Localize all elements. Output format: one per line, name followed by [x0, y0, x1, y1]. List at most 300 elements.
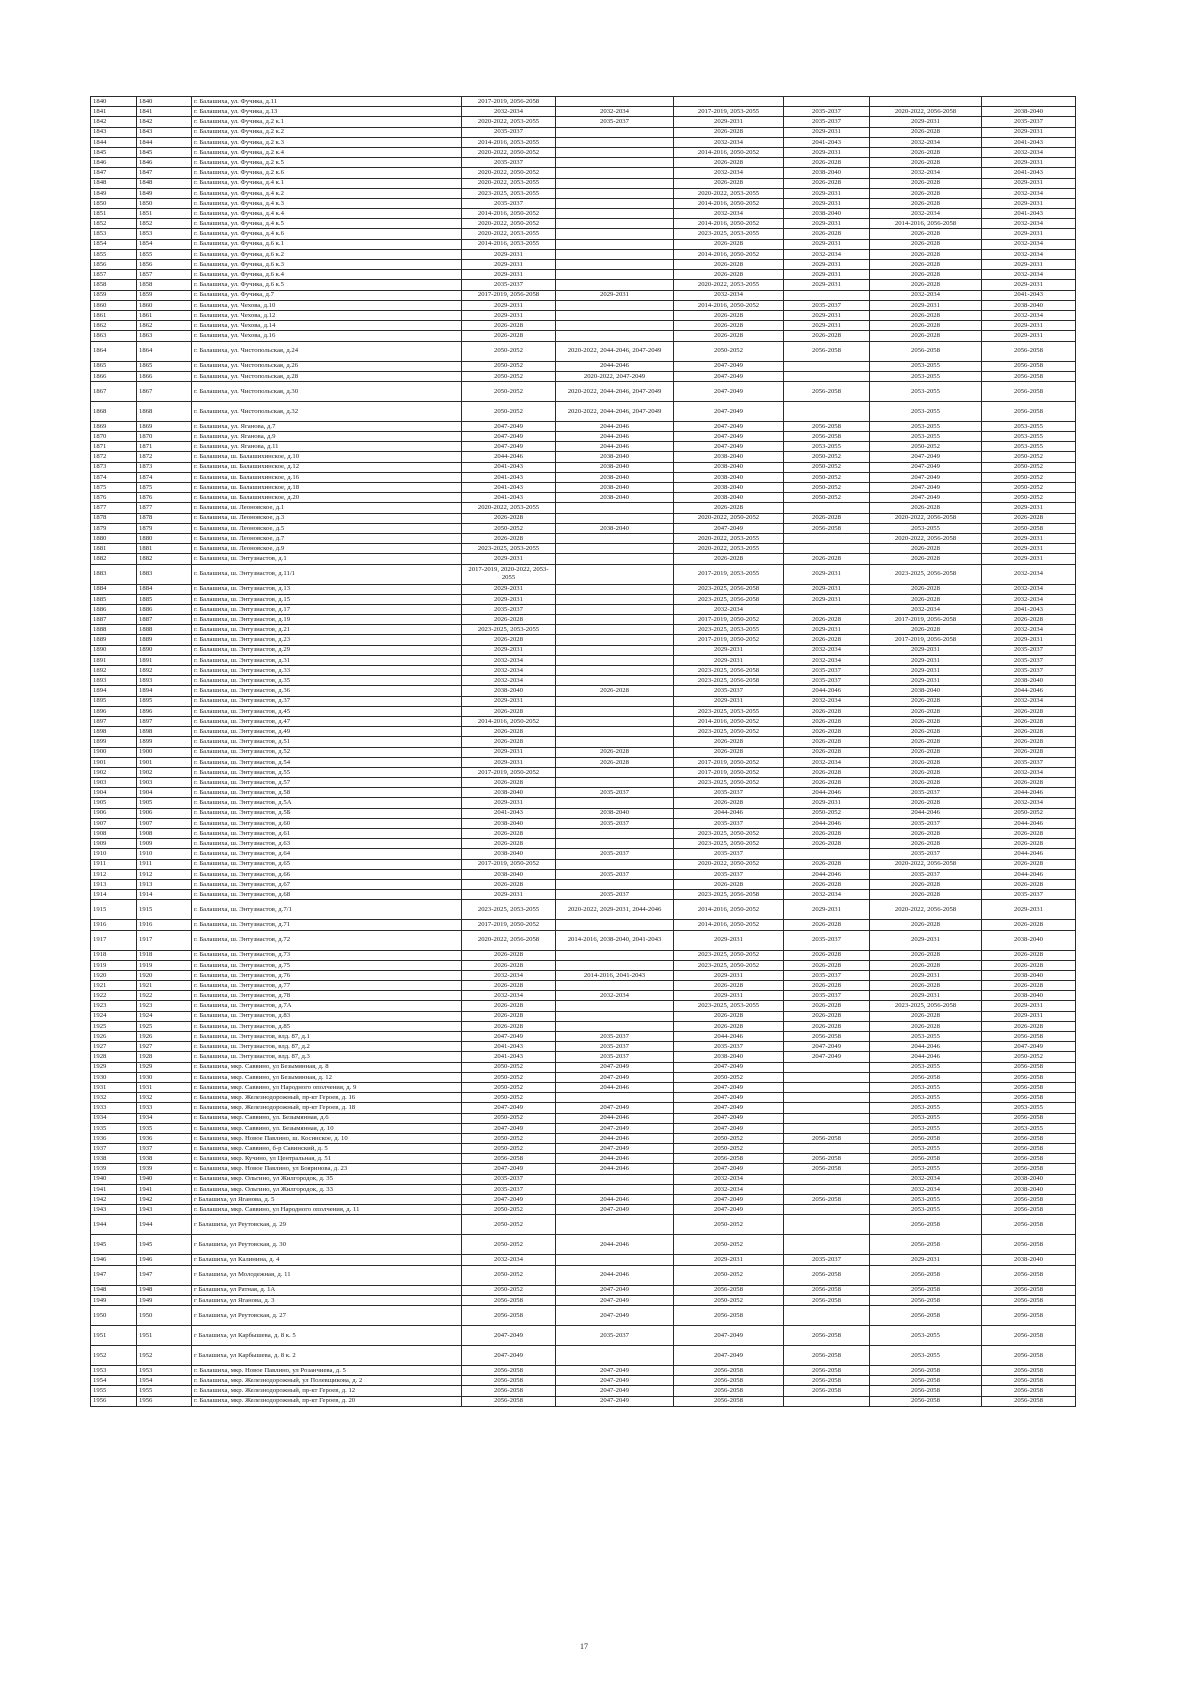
period-cell: 2023-2025, 2056-2058	[674, 676, 784, 686]
address-cell: г. Балашиха, мкр. Железнодорожный, ул Полевщикова, д. 2	[192, 1376, 462, 1386]
period-cell: 2056-2058	[982, 1365, 1076, 1375]
period-cell: 2053-2055	[870, 1195, 982, 1205]
period-cell: 2056-2058	[784, 1295, 870, 1305]
building-id-cell: 1910	[137, 849, 192, 859]
period-cell: 2026-2028	[784, 635, 870, 645]
period-cell	[556, 859, 674, 869]
period-cell: 2035-2037	[462, 127, 556, 137]
period-cell	[556, 544, 674, 554]
building-id-cell: 1858	[137, 280, 192, 290]
period-cell: 2053-2055	[870, 1123, 982, 1133]
building-id-cell: 1848	[137, 178, 192, 188]
period-cell: 2038-2040	[556, 493, 674, 503]
period-cell: 2038-2040	[556, 483, 674, 493]
period-cell: 2056-2058	[784, 1154, 870, 1164]
period-cell: 2026-2028	[982, 829, 1076, 839]
period-cell: 2050-2052	[982, 1052, 1076, 1062]
period-cell	[556, 1021, 674, 1031]
period-cell: 2056-2058	[870, 1133, 982, 1143]
address-cell: г. Балашиха, ш. Энтузиастов, д.21	[192, 625, 462, 635]
table-row	[91, 706, 1076, 716]
table-row	[91, 757, 1076, 767]
row-number-cell: 1946	[91, 1255, 137, 1265]
table-row	[91, 331, 1076, 341]
building-id-cell: 1917	[137, 930, 192, 950]
table-row	[91, 168, 1076, 178]
period-cell: 2026-2028	[462, 950, 556, 960]
period-cell: 2017-2019, 2053-2055	[674, 107, 784, 117]
period-cell: 2047-2049	[462, 1345, 556, 1365]
period-cell: 2050-2052	[462, 381, 556, 401]
period-cell: 2047-2049	[674, 1123, 784, 1133]
period-cell: 2056-2058	[982, 1265, 1076, 1285]
period-cell: 2026-2028	[982, 778, 1076, 788]
period-cell: 2032-2034	[674, 168, 784, 178]
address-cell: г. Балашиха, ш. Леоновское, д.3	[192, 513, 462, 523]
table-body	[91, 97, 1076, 1407]
row-number-cell: 1845	[91, 147, 137, 157]
period-cell: 2026-2028	[462, 879, 556, 889]
period-cell	[784, 401, 870, 421]
address-cell: г. Балашиха, ш. Энтузиастов, д.83	[192, 1011, 462, 1021]
building-id-cell: 1851	[137, 209, 192, 219]
building-id-cell: 1941	[137, 1184, 192, 1194]
table-row	[91, 666, 1076, 676]
table-row	[91, 747, 1076, 757]
table-row	[91, 107, 1076, 117]
address-cell: г Балашиха, ул Молодежная, д. 11	[192, 1265, 462, 1285]
period-cell	[556, 127, 674, 137]
address-cell: г. Балашиха, ш. Энтузиастов, д.60	[192, 818, 462, 828]
address-cell: г. Балашиха, ул. Фучика, д.4 к.4	[192, 209, 462, 219]
table-row	[91, 1265, 1076, 1285]
building-id-cell: 1866	[137, 371, 192, 381]
table-row	[91, 839, 1076, 849]
period-cell: 2047-2049	[674, 381, 784, 401]
period-cell: 2014-2016, 2056-2058	[870, 219, 982, 229]
row-number-cell: 1920	[91, 970, 137, 980]
period-cell: 2047-2049	[870, 493, 982, 503]
row-number-cell: 1914	[91, 890, 137, 900]
period-cell: 2056-2058	[982, 1072, 1076, 1082]
table-row	[91, 401, 1076, 421]
period-cell	[784, 1123, 870, 1133]
period-cell: 2026-2028	[462, 727, 556, 737]
address-cell: г. Балашиха, ш. Энтузиастов, д.45	[192, 706, 462, 716]
period-cell: 2032-2034	[982, 270, 1076, 280]
address-cell: г. Балашиха, ш. Леоновское, д.1	[192, 503, 462, 513]
period-cell: 2026-2028	[784, 615, 870, 625]
period-cell: 2020-2022, 2044-2046, 2047-2049	[556, 381, 674, 401]
period-cell: 2029-2031	[462, 300, 556, 310]
period-cell	[784, 1103, 870, 1113]
period-cell: 2047-2049	[556, 1205, 674, 1215]
period-cell: 2056-2058	[784, 1032, 870, 1042]
period-cell: 2029-2031	[462, 757, 556, 767]
period-cell: 2020-2022, 2053-2055	[462, 117, 556, 127]
table-row	[91, 1365, 1076, 1375]
period-cell: 2026-2028	[870, 188, 982, 198]
period-cell: 2044-2046	[556, 432, 674, 442]
address-cell: г. Балашиха, ш. Энтузиастов, д.23	[192, 635, 462, 645]
period-cell: 2044-2046	[556, 1154, 674, 1164]
period-cell: 2056-2058	[982, 1325, 1076, 1345]
table-row	[91, 594, 1076, 604]
address-cell: г. Балашиха, ш. Леоновское, д.5	[192, 523, 462, 533]
period-cell: 2026-2028	[870, 747, 982, 757]
period-cell: 2056-2058	[784, 1365, 870, 1375]
address-cell: г. Балашиха, ул. Фучика, д.4 к.5	[192, 219, 462, 229]
building-id-cell: 1913	[137, 879, 192, 889]
row-number-cell: 1954	[91, 1376, 137, 1386]
period-cell: 2026-2028	[674, 260, 784, 270]
address-cell: г Балашиха, ул Яганова, д. 3	[192, 1295, 462, 1305]
address-cell: г. Балашиха, мкр. Железнодорожный, пр-кт Героев, д. 18	[192, 1103, 462, 1113]
row-number-cell: 1868	[91, 401, 137, 421]
period-cell	[556, 198, 674, 208]
period-cell: 2047-2049	[462, 1325, 556, 1345]
row-number-cell: 1913	[91, 879, 137, 889]
address-cell: г. Балашиха, ш. Энтузиастов, д.19	[192, 615, 462, 625]
period-cell: 2026-2028	[870, 960, 982, 970]
period-cell	[556, 604, 674, 614]
period-cell: 2026-2028	[674, 747, 784, 757]
table-row	[91, 1174, 1076, 1184]
building-id-cell: 1856	[137, 260, 192, 270]
period-cell: 2026-2028	[462, 635, 556, 645]
period-cell: 2014-2016, 2050-2052	[674, 147, 784, 157]
period-cell: 2032-2034	[982, 188, 1076, 198]
period-cell: 2032-2034	[674, 290, 784, 300]
table-row	[91, 158, 1076, 168]
period-cell: 2029-2031	[784, 310, 870, 320]
period-cell: 2014-2016, 2050-2052	[674, 716, 784, 726]
period-cell: 2056-2058	[784, 341, 870, 361]
period-cell: 2035-2037	[870, 869, 982, 879]
row-number-cell: 1856	[91, 260, 137, 270]
row-number-cell: 1942	[91, 1195, 137, 1205]
period-cell: 2044-2046	[556, 1265, 674, 1285]
building-id-cell: 1947	[137, 1265, 192, 1285]
building-id-cell: 1861	[137, 310, 192, 320]
period-cell: 2056-2058	[784, 1285, 870, 1295]
period-cell: 2044-2046	[556, 1195, 674, 1205]
row-number-cell: 1895	[91, 696, 137, 706]
period-cell: 2032-2034	[982, 798, 1076, 808]
period-cell: 2047-2049	[982, 1042, 1076, 1052]
table-row	[91, 147, 1076, 157]
table-row	[91, 280, 1076, 290]
row-number-cell: 1940	[91, 1174, 137, 1184]
period-cell: 2023-2025, 2050-2052	[674, 950, 784, 960]
period-cell: 2050-2052	[870, 442, 982, 452]
period-cell: 2026-2028	[784, 727, 870, 737]
row-number-cell: 1899	[91, 737, 137, 747]
period-cell: 2029-2031	[982, 503, 1076, 513]
address-cell: г. Балашиха, ул. Чистопольская, д.28	[192, 371, 462, 381]
row-number-cell: 1847	[91, 168, 137, 178]
table-row	[91, 1062, 1076, 1072]
period-cell: 2056-2058	[784, 523, 870, 533]
period-cell	[556, 716, 674, 726]
period-cell: 2038-2040	[556, 472, 674, 482]
table-row	[91, 1235, 1076, 1255]
period-cell: 2056-2058	[870, 1215, 982, 1235]
building-id-cell: 1873	[137, 462, 192, 472]
period-cell: 2044-2046	[784, 788, 870, 798]
row-number-cell: 1916	[91, 920, 137, 930]
period-cell	[556, 798, 674, 808]
table-row	[91, 829, 1076, 839]
table-row	[91, 950, 1076, 960]
period-cell	[556, 879, 674, 889]
period-cell: 2056-2058	[784, 1386, 870, 1396]
building-id-cell: 1927	[137, 1042, 192, 1052]
address-cell: г. Балашиха, ул. Чехова, д.14	[192, 321, 462, 331]
building-id-cell: 1884	[137, 584, 192, 594]
row-number-cell: 1911	[91, 859, 137, 869]
period-cell: 2056-2058	[870, 1235, 982, 1255]
period-cell: 2026-2028	[784, 554, 870, 564]
period-cell: 2026-2028	[784, 737, 870, 747]
row-number-cell: 1927	[91, 1042, 137, 1052]
period-cell: 2026-2028	[674, 270, 784, 280]
period-cell: 2047-2049	[870, 452, 982, 462]
address-cell: г. Балашиха, ш. Энтузиастов, д.54	[192, 757, 462, 767]
period-cell: 2053-2055	[870, 432, 982, 442]
row-number-cell: 1852	[91, 219, 137, 229]
period-cell: 2035-2037	[556, 869, 674, 879]
period-cell: 2029-2031	[462, 270, 556, 280]
period-cell	[556, 554, 674, 564]
period-cell: 2038-2040	[982, 970, 1076, 980]
period-cell: 2026-2028	[784, 767, 870, 777]
building-id-cell: 1902	[137, 767, 192, 777]
row-number-cell: 1950	[91, 1305, 137, 1325]
table-row	[91, 219, 1076, 229]
period-cell: 2014-2016, 2053-2055	[462, 239, 556, 249]
address-cell: г. Балашиха, мкр. Ольгино, ул Жилгородок, д. 35	[192, 1174, 462, 1184]
period-cell: 2053-2055	[982, 1123, 1076, 1133]
row-number-cell: 1867	[91, 381, 137, 401]
period-cell: 2035-2037	[462, 1174, 556, 1184]
table-row	[91, 493, 1076, 503]
row-number-cell: 1930	[91, 1072, 137, 1082]
period-cell: 2047-2049	[556, 1144, 674, 1154]
table-row	[91, 991, 1076, 1001]
period-cell: 2044-2046	[556, 361, 674, 371]
building-id-cell: 1928	[137, 1052, 192, 1062]
period-cell: 2056-2058	[784, 1325, 870, 1345]
period-cell: 2035-2037	[462, 158, 556, 168]
period-cell: 2032-2034	[784, 655, 870, 665]
building-id-cell: 1876	[137, 493, 192, 503]
row-number-cell: 1926	[91, 1032, 137, 1042]
period-cell: 2026-2028	[784, 778, 870, 788]
row-number-cell: 1871	[91, 442, 137, 452]
period-cell: 2035-2037	[784, 1255, 870, 1265]
period-cell: 2026-2028	[870, 727, 982, 737]
address-cell: г. Балашиха, ш. Энтузиастов, д.76	[192, 970, 462, 980]
period-cell: 2056-2058	[982, 1376, 1076, 1386]
building-id-cell: 1871	[137, 442, 192, 452]
period-cell: 2047-2049	[462, 421, 556, 431]
building-id-cell: 1920	[137, 970, 192, 980]
period-cell: 2056-2058	[462, 1365, 556, 1375]
address-cell: г. Балашиха, ш. Энтузиастов, д.5А	[192, 798, 462, 808]
table-row	[91, 869, 1076, 879]
table-row	[91, 625, 1076, 635]
table-row	[91, 321, 1076, 331]
period-cell: 2020-2022, 2050-2052	[462, 147, 556, 157]
period-cell: 2035-2037	[462, 1184, 556, 1194]
period-cell: 2026-2028	[674, 554, 784, 564]
period-cell: 2050-2052	[462, 341, 556, 361]
row-number-cell: 1953	[91, 1365, 137, 1375]
building-id-cell: 1952	[137, 1345, 192, 1365]
row-number-cell: 1939	[91, 1164, 137, 1174]
table-row	[91, 930, 1076, 950]
building-id-cell: 1869	[137, 421, 192, 431]
period-cell: 2056-2058	[982, 1144, 1076, 1154]
table-row	[91, 890, 1076, 900]
period-cell: 2017-2019, 2050-2052	[462, 767, 556, 777]
building-id-cell: 1945	[137, 1235, 192, 1255]
address-cell: г Балашиха, ул Калинина, д. 4	[192, 1255, 462, 1265]
period-cell: 2035-2037	[784, 930, 870, 950]
table-row	[91, 615, 1076, 625]
building-id-cell: 1855	[137, 249, 192, 259]
period-cell: 2056-2058	[784, 1265, 870, 1285]
period-cell: 2029-2031	[982, 533, 1076, 543]
period-cell: 2035-2037	[784, 991, 870, 1001]
period-cell: 2056-2058	[982, 371, 1076, 381]
period-cell: 2026-2028	[674, 239, 784, 249]
period-cell: 2035-2037	[556, 788, 674, 798]
building-id-cell: 1886	[137, 604, 192, 614]
period-cell: 2047-2049	[870, 483, 982, 493]
period-cell: 2035-2037	[784, 117, 870, 127]
period-cell: 2020-2022, 2056-2058	[462, 930, 556, 950]
period-cell	[556, 1215, 674, 1235]
period-cell	[556, 727, 674, 737]
period-cell: 2032-2034	[674, 1174, 784, 1184]
period-cell: 2035-2037	[870, 849, 982, 859]
period-cell: 2014-2016, 2038-2040, 2041-2043	[556, 930, 674, 950]
period-cell: 2026-2028	[462, 513, 556, 523]
period-cell: 2029-2031	[982, 635, 1076, 645]
table-row	[91, 239, 1076, 249]
period-cell: 2050-2052	[674, 1235, 784, 1255]
period-cell: 2026-2028	[982, 727, 1076, 737]
period-cell: 2041-2043	[982, 168, 1076, 178]
period-cell: 2038-2040	[982, 300, 1076, 310]
period-cell: 2026-2028	[870, 696, 982, 706]
address-cell: г. Балашиха, ш. Энтузиастов, д.61	[192, 829, 462, 839]
table-row	[91, 1215, 1076, 1235]
table-row	[91, 1154, 1076, 1164]
period-cell: 2029-2031	[870, 666, 982, 676]
address-cell: г. Балашиха, ш. Энтузиастов, д.29	[192, 645, 462, 655]
period-cell: 2047-2049	[674, 1103, 784, 1113]
period-cell: 2020-2022, 2044-2046, 2047-2049	[556, 401, 674, 421]
period-cell: 2056-2058	[982, 381, 1076, 401]
period-cell: 2026-2028	[870, 147, 982, 157]
building-id-cell: 1948	[137, 1285, 192, 1295]
period-cell: 2056-2058	[982, 1215, 1076, 1235]
period-cell: 2017-2019, 2050-2052	[674, 767, 784, 777]
period-cell: 2023-2025, 2053-2055	[674, 229, 784, 239]
period-cell: 2026-2028	[870, 554, 982, 564]
period-cell: 2038-2040	[462, 869, 556, 879]
period-cell: 2047-2049	[462, 442, 556, 452]
period-cell: 2026-2028	[870, 229, 982, 239]
period-cell: 2032-2034	[674, 604, 784, 614]
period-cell	[982, 97, 1076, 107]
address-cell: г. Балашиха, ш. Энтузиастов, д.85	[192, 1021, 462, 1031]
period-cell: 2047-2049	[674, 371, 784, 381]
building-id-cell: 1853	[137, 229, 192, 239]
period-cell: 2056-2058	[982, 1164, 1076, 1174]
table-row	[91, 523, 1076, 533]
period-cell: 2029-2031	[982, 280, 1076, 290]
period-cell: 2053-2055	[870, 401, 982, 421]
row-number-cell: 1943	[91, 1205, 137, 1215]
period-cell: 2053-2055	[870, 381, 982, 401]
row-number-cell: 1843	[91, 127, 137, 137]
period-cell: 2026-2028	[674, 981, 784, 991]
table-row	[91, 462, 1076, 472]
row-number-cell: 1907	[91, 818, 137, 828]
building-id-cell: 1923	[137, 1001, 192, 1011]
row-number-cell: 1902	[91, 767, 137, 777]
period-cell: 2056-2058	[982, 1235, 1076, 1255]
period-cell: 2032-2034	[462, 1255, 556, 1265]
table-row	[91, 117, 1076, 127]
period-cell: 2029-2031	[462, 249, 556, 259]
period-cell: 2029-2031	[982, 554, 1076, 564]
address-cell: г. Балашиха, ул. Фучика, д.2 к.4	[192, 147, 462, 157]
address-cell: г. Балашиха, ш. Балашихинское, д.20	[192, 493, 462, 503]
period-cell: 2038-2040	[674, 472, 784, 482]
table-row	[91, 1376, 1076, 1386]
building-id-cell: 1933	[137, 1103, 192, 1113]
table-row	[91, 198, 1076, 208]
row-number-cell: 1860	[91, 300, 137, 310]
period-cell: 2026-2028	[674, 127, 784, 137]
address-cell: г. Балашиха, мкр. Ольгино, ул Жилгородок, д. 33	[192, 1184, 462, 1194]
period-cell: 2035-2037	[462, 604, 556, 614]
table-row	[91, 533, 1076, 543]
period-cell: 2026-2028	[674, 178, 784, 188]
period-cell	[556, 147, 674, 157]
period-cell: 2053-2055	[870, 1062, 982, 1072]
period-cell: 2044-2046	[982, 869, 1076, 879]
period-cell: 2038-2040	[784, 168, 870, 178]
period-cell	[556, 950, 674, 960]
period-cell: 2026-2028	[982, 839, 1076, 849]
building-id-cell: 1885	[137, 594, 192, 604]
period-cell	[784, 1184, 870, 1194]
period-cell: 2056-2058	[674, 1386, 784, 1396]
row-number-cell: 1933	[91, 1103, 137, 1113]
period-cell: 2026-2028	[462, 533, 556, 543]
period-cell: 2026-2028	[982, 747, 1076, 757]
row-number-cell: 1917	[91, 930, 137, 950]
period-cell: 2038-2040	[982, 930, 1076, 950]
period-cell: 2014-2016, 2050-2052	[462, 209, 556, 219]
period-cell: 2032-2034	[982, 584, 1076, 594]
